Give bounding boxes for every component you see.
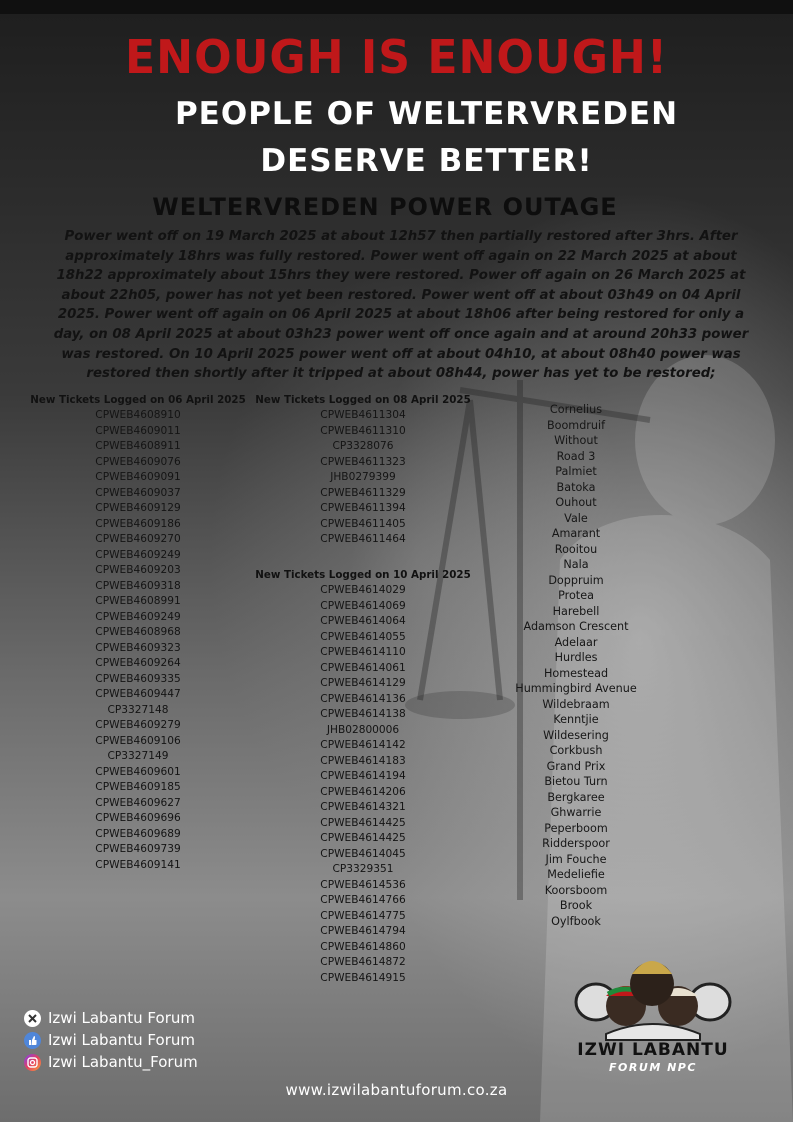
- ticket-number: CPWEB4614142: [320, 739, 406, 751]
- ticket-number: CPWEB4614055: [320, 630, 406, 643]
- ticket-number: CPWEB4609447: [95, 688, 181, 700]
- ticket-number: CPWEB4611310: [320, 424, 406, 437]
- ticket-number: CPWEB4614915: [320, 971, 406, 984]
- tickets-06-list: [28, 408, 248, 873]
- social-instagram-handle: Izwi Labantu_Forum: [48, 1053, 198, 1071]
- ticket-number: CPWEB4609203: [95, 564, 181, 576]
- street-name: Hurdles: [554, 651, 598, 664]
- ticket-number: CPWEB4608968: [95, 626, 181, 638]
- logo-subtitle: FORUM NPC: [609, 1061, 697, 1074]
- ticket-number: CPWEB4609627: [95, 796, 181, 809]
- outage-description: Power went off on 19 March 2025 at about 12h57 then partially restored after 3hrs. After approximately 18hrs was fully restored. Power went off again on 22 March 2025 at about 18h22 approximately about 15hrs they were restored. Power off again on 26 March 2025 at about 22h05, power has not yet been restored. Power went off at about 03h49 on 04 April 2025. Power went off again on 06 April 2025 at about 18h06 after being restored for only a day, on 08 April 2025 at about 03h23 power went off once again and at around 20h33 power was restored. On 10 April 2025 power went off at about 04h10, at about 08h40 power was restored then shortly after it tripped at about 08h44, power has yet to be restored;: [53, 229, 749, 382]
- ticket-number: CPWEB4608991: [95, 595, 181, 607]
- ticket-number: CPWEB4614425: [320, 816, 406, 829]
- ticket-number: CPWEB4609106: [95, 734, 181, 747]
- ticket-number: CPWEB4611329: [320, 486, 406, 499]
- ticket-number: CPWEB4609335: [95, 672, 181, 685]
- ticket-number: CPWEB4614069: [320, 599, 406, 612]
- ticket-number: CP3327149: [107, 750, 169, 762]
- ticket-number: CPWEB4614110: [320, 646, 406, 658]
- ticket-number: CPWEB4609091: [95, 471, 181, 483]
- ticket-number: CPWEB4611304: [320, 409, 406, 421]
- ticket-number: CPWEB4609696: [95, 812, 181, 824]
- street-name: Bergkaree: [547, 790, 605, 804]
- section-title: WELTERVREDEN POWER OUTAGE: [152, 193, 618, 221]
- street-name: Road 3: [556, 449, 596, 463]
- ticket-number: CPWEB4609264: [95, 657, 181, 669]
- subheadline-deserve: DESERVE BETTER!: [260, 143, 593, 179]
- street-name: Batoka: [556, 480, 596, 494]
- street-name: Homestead: [543, 666, 609, 680]
- ticket-number: CPWEB4608910: [95, 409, 181, 421]
- street-name: Wildebraam: [542, 697, 610, 711]
- street-name: Peperboom: [544, 821, 608, 835]
- street-name: Doppruim: [548, 573, 604, 587]
- street-name: Nala: [563, 558, 589, 571]
- ticket-number: CPWEB4608911: [95, 440, 181, 452]
- ticket-number: CPWEB4614129: [320, 677, 406, 689]
- ticket-number: CPWEB4609689: [95, 827, 181, 840]
- tickets-08-heading: New Tickets Logged on 08 April 2025: [255, 394, 471, 406]
- ticket-number: CPWEB4614194: [320, 770, 406, 782]
- tickets-08-april-column: [254, 393, 472, 548]
- ticket-number: CPWEB4614061: [320, 661, 406, 674]
- street-name: Corkbush: [549, 744, 603, 757]
- street-name: Palmiet: [555, 465, 597, 478]
- street-name: Harebell: [552, 604, 600, 618]
- ticket-number: CPWEB4609323: [95, 641, 181, 654]
- ticket-number: CPWEB4609739: [95, 843, 181, 855]
- street-name: Cornelius: [549, 403, 603, 416]
- ticket-number: CPWEB4614136: [320, 692, 406, 705]
- tickets-10-list: [254, 583, 472, 986]
- street-name: Protea: [558, 589, 594, 602]
- street-name: Amarant: [551, 527, 601, 540]
- ticket-number: CPWEB4611464: [320, 533, 406, 545]
- ticket-number: CPWEB4609185: [95, 781, 181, 793]
- ticket-number: JHB02800006: [326, 723, 400, 736]
- street-name: Adelaar: [554, 635, 598, 649]
- ticket-number: CPWEB4611323: [320, 455, 406, 468]
- ticket-number: CPWEB4609186: [95, 517, 181, 530]
- tickets-06-heading: New Tickets Logged on 06 April 2025: [30, 394, 246, 406]
- ticket-number: CPWEB4609249: [95, 610, 181, 623]
- street-name: Grand Prix: [546, 759, 606, 773]
- instagram-icon: [24, 1054, 41, 1071]
- street-name: Hummingbird Avenue: [515, 682, 637, 695]
- headline: ENOUGH IS ENOUGH!: [125, 30, 668, 84]
- ticket-number: CPWEB4609141: [95, 858, 181, 871]
- subheadline-people: PEOPLE OF WELTERVREDEN: [174, 96, 679, 132]
- tickets-06-april-column: [28, 393, 248, 873]
- street-name: Bietou Turn: [544, 775, 608, 788]
- social-x-handle: Izwi Labantu Forum: [48, 1009, 195, 1027]
- ticket-number: CPWEB4614064: [320, 615, 406, 627]
- social-links: [24, 1007, 198, 1073]
- ticket-number: CPWEB4614206: [320, 785, 406, 798]
- ticket-number: CPWEB4614183: [320, 754, 406, 767]
- affected-streets-column: [500, 402, 652, 929]
- tickets-10-heading: New Tickets Logged on 10 April 2025: [255, 569, 471, 581]
- ticket-number: CPWEB4609129: [95, 502, 181, 514]
- ticket-number: CPWEB4609076: [95, 455, 181, 468]
- street-name: Ridderspoor: [542, 837, 610, 850]
- street-name: Oylfbook: [551, 914, 601, 928]
- street-name: Brook: [559, 899, 593, 912]
- ticket-number: CPWEB4614794: [320, 925, 406, 937]
- tickets-08-list: [254, 408, 472, 548]
- ticket-number: CPWEB4614766: [320, 894, 406, 906]
- ticket-number: CPWEB4614872: [320, 956, 406, 968]
- ticket-number: CPWEB4609318: [95, 579, 181, 592]
- x-icon: [24, 1010, 41, 1027]
- ticket-number: CP3329351: [332, 863, 394, 875]
- streets-list: [500, 402, 652, 929]
- facebook-like-icon: [24, 1032, 41, 1049]
- ticket-number: CPWEB4609249: [95, 548, 181, 561]
- street-name: Medeliefie: [547, 868, 605, 881]
- street-name: Wildesering: [543, 728, 609, 742]
- ticket-number: JHB0279399: [330, 471, 396, 483]
- street-name: Vale: [564, 511, 588, 525]
- street-name: Rooitou: [554, 542, 598, 556]
- social-facebook-handle: Izwi Labantu Forum: [48, 1031, 195, 1049]
- website-link[interactable]: www.izwilabantuforum.co.za: [285, 1081, 508, 1099]
- street-name: Kenntjie: [553, 713, 599, 726]
- ticket-number: CPWEB4614860: [320, 940, 406, 953]
- street-name: Ouhout: [555, 496, 597, 509]
- ticket-number: CPWEB4609601: [95, 765, 181, 778]
- ticket-number: CPWEB4614029: [320, 584, 406, 596]
- ticket-number: CPWEB4611394: [320, 502, 406, 514]
- logo-title: IZWI LABANTU: [577, 1040, 729, 1060]
- ticket-number: CPWEB4614775: [320, 909, 406, 922]
- ticket-number: CPWEB4611405: [320, 517, 406, 530]
- street-name: Koorsboom: [544, 883, 608, 897]
- ticket-number: CPWEB4609011: [95, 424, 181, 437]
- ticket-number: CPWEB4609270: [95, 533, 181, 545]
- social-facebook-link[interactable]: [24, 1029, 198, 1051]
- ticket-number: CP3327148: [107, 703, 169, 716]
- street-name: Boomdruif: [546, 418, 606, 432]
- street-name: Ghwarrie: [550, 806, 602, 819]
- street-name: Without: [554, 434, 598, 447]
- ticket-number: CPWEB4609279: [95, 719, 181, 731]
- ticket-number: CPWEB4614138: [320, 708, 406, 720]
- tickets-10-april-column: [254, 568, 472, 986]
- ticket-number: CPWEB4609037: [95, 486, 181, 499]
- social-x-link[interactable]: [24, 1007, 198, 1029]
- street-name: Adamson Crescent: [523, 620, 629, 633]
- ticket-number: CPWEB4614425: [320, 832, 406, 844]
- ticket-number: CPWEB4614321: [320, 801, 406, 813]
- social-instagram-link[interactable]: [24, 1051, 198, 1073]
- ticket-number: CP3328076: [332, 440, 394, 452]
- ticket-number: CPWEB4614045: [320, 847, 406, 860]
- street-name: Jim Fouche: [545, 852, 607, 866]
- ticket-number: CPWEB4614536: [320, 878, 406, 891]
